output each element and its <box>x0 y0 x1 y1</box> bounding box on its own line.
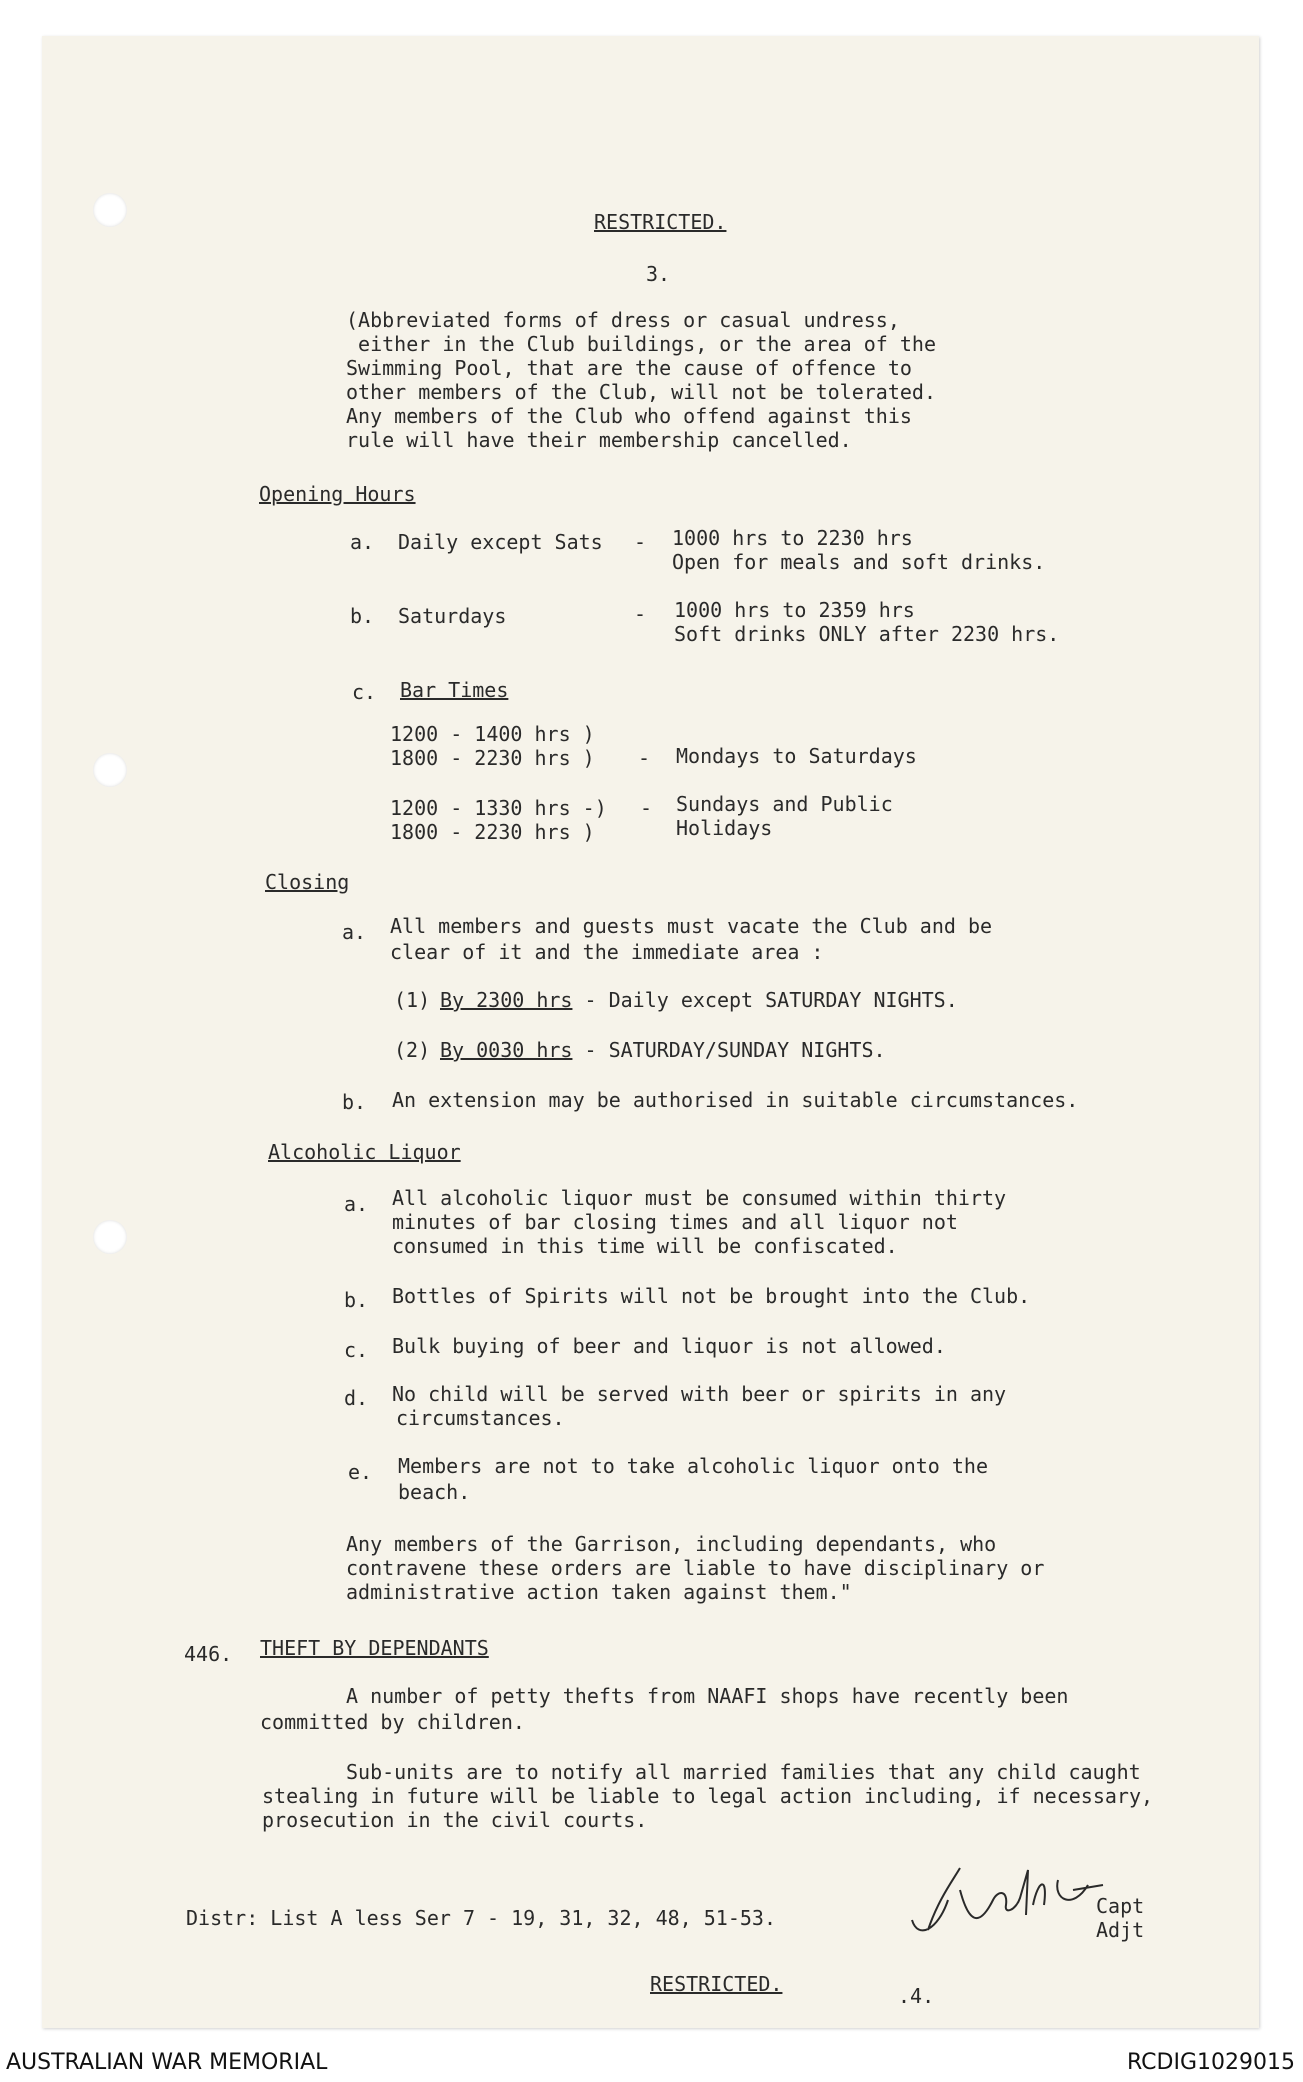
item-letter: b. <box>350 604 375 628</box>
bar-time-range: 1800 - 2230 hrs ) <box>390 820 595 844</box>
next-page-indicator: .4. <box>898 1984 935 2008</box>
bar-time-days: Mondays to Saturdays <box>676 744 917 768</box>
liquor-text: Bulk buying of beer and liquor is not allowed. <box>392 1334 946 1358</box>
bar-time-days: Holidays <box>676 816 773 840</box>
item-dash: - <box>634 530 647 554</box>
item-label: Saturdays <box>398 604 507 628</box>
archive-watermark-left: AUSTRALIAN WAR MEMORIAL <box>6 2050 328 2075</box>
opening-hours-heading: Opening Hours <box>259 482 416 506</box>
closing-text: All members and guests must vacate the Club and be <box>390 914 993 938</box>
closing-text: An extension may be authorised in suitable circumstances. <box>392 1088 1079 1112</box>
alcoholic-liquor-heading: Alcoholic Liquor <box>268 1140 461 1164</box>
sub-item-number: (2) <box>394 1038 431 1062</box>
item-letter: a. <box>342 920 367 944</box>
sub-item-text <box>440 988 958 1012</box>
intro-line: Any members of the Club who offend against this <box>346 404 912 428</box>
liquor-closing-text: contravene these orders are liable to have disciplinary or <box>346 1556 1045 1580</box>
bar-time-days: Sundays and Public <box>676 792 893 816</box>
archive-watermark-right: RCDIG1029015 <box>1126 2050 1295 2075</box>
bar-time-range: 1200 - 1330 hrs -) <box>390 796 607 820</box>
intro-line: rule will have their membership cancelled. <box>346 428 852 452</box>
closing-time: By 2300 hrs <box>440 988 573 1012</box>
item-letter: b. <box>344 1288 369 1312</box>
item-hours: 1000 hrs to 2359 hrs <box>674 598 915 622</box>
item-letter: d. <box>344 1386 369 1410</box>
closing-heading: Closing <box>265 870 350 894</box>
bar-time-dash: - <box>638 746 651 770</box>
bar-times-heading: Bar Times <box>400 678 509 702</box>
section-text: A number of petty thefts from NAAFI shops have recently been <box>346 1684 1069 1708</box>
item-letter: c. <box>352 680 377 704</box>
section-heading: THEFT BY DEPENDANTS <box>260 1636 489 1660</box>
item-letter: a. <box>350 530 375 554</box>
liquor-text: Members are not to take alcoholic liquor onto the <box>398 1454 989 1478</box>
classification-footer: RESTRICTED. <box>650 1972 783 1996</box>
bar-time-range: 1200 - 1400 hrs ) <box>390 722 595 746</box>
closing-detail: - SATURDAY/SUNDAY NIGHTS. <box>572 1038 886 1062</box>
item-label: Daily except Sats <box>398 530 603 554</box>
punch-hole <box>93 1220 127 1254</box>
distribution-list: Distr: List A less Ser 7 - 19, 31, 32, 48, 51-53. <box>186 1906 777 1930</box>
section-number: 446. <box>184 1642 233 1666</box>
page-number: 3. <box>646 262 671 286</box>
item-note: Soft drinks ONLY after 2230 hrs. <box>674 622 1060 646</box>
punch-hole <box>93 193 127 227</box>
item-letter: c. <box>344 1338 369 1362</box>
liquor-text: consumed in this time will be confiscated. <box>392 1234 898 1258</box>
closing-detail: - Daily except SATURDAY NIGHTS. <box>572 988 958 1012</box>
liquor-text: No child will be served with beer or spirits in any <box>392 1382 1007 1406</box>
item-letter: a. <box>344 1192 369 1216</box>
liquor-text: All alcoholic liquor must be consumed within thirty <box>392 1186 1007 1210</box>
section-text: Sub-units are to notify all married families that any child caught <box>346 1760 1141 1784</box>
liquor-text: beach. <box>398 1480 471 1504</box>
item-dash: - <box>634 602 647 626</box>
closing-time: By 0030 hrs <box>440 1038 573 1062</box>
item-hours: 1000 hrs to 2230 hrs <box>672 526 913 550</box>
intro-line: either in the Club buildings, or the area of the <box>346 332 937 356</box>
section-text: stealing in future will be liable to legal action including, if necessary, <box>262 1784 1154 1808</box>
liquor-text: circumstances. <box>396 1406 565 1430</box>
sub-item-number: (1) <box>394 988 431 1012</box>
intro-line: (Abbreviated forms of dress or casual undress, <box>346 308 900 332</box>
bar-time-dash: - <box>640 796 653 820</box>
sub-item-text <box>440 1038 886 1062</box>
punch-hole <box>93 753 127 787</box>
signatory-rank: Capt <box>1096 1894 1145 1918</box>
intro-line: Swimming Pool, that are the cause of offence to <box>346 356 912 380</box>
liquor-text: minutes of bar closing times and all liquor not <box>392 1210 958 1234</box>
item-letter: e. <box>348 1460 373 1484</box>
liquor-closing-text: Any members of the Garrison, including dependants, who <box>346 1532 997 1556</box>
intro-line: other members of the Club, will not be tolerated. <box>346 380 937 404</box>
item-note: Open for meals and soft drinks. <box>672 550 1046 574</box>
liquor-text: Bottles of Spirits will not be brought into the Club. <box>392 1284 1031 1308</box>
signatory-appointment: Adjt <box>1096 1918 1145 1942</box>
liquor-closing-text: administrative action taken against them." <box>346 1580 852 1604</box>
item-letter: b. <box>342 1090 367 1114</box>
section-text: committed by children. <box>260 1710 525 1734</box>
classification-header: RESTRICTED. <box>594 210 727 234</box>
section-text: prosecution in the civil courts. <box>262 1808 648 1832</box>
bar-time-range: 1800 - 2230 hrs ) <box>390 746 595 770</box>
closing-text: clear of it and the immediate area : <box>390 940 824 964</box>
